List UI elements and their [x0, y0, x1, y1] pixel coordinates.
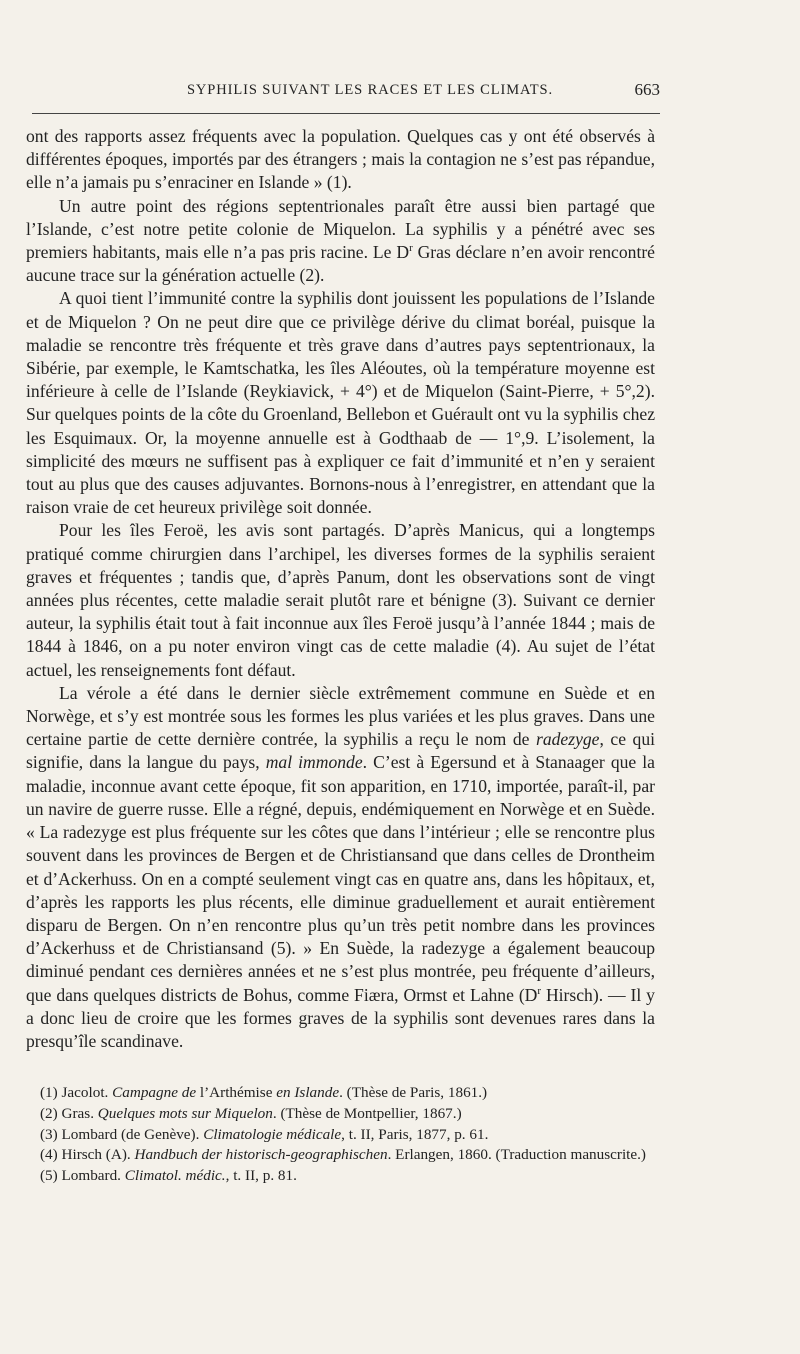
footnote-2-source: . (Thèse de Montpellier, 1867.) — [272, 1104, 462, 1122]
footnote-5-author: Lombard. — [57, 1167, 125, 1185]
footnote-1 — [40, 1083, 655, 1104]
footnote-1-title-b: en Islande — [276, 1084, 340, 1101]
page-number: 663 — [634, 80, 660, 99]
page-header — [60, 82, 660, 104]
footnote-1-author: Jacolot. — [57, 1084, 113, 1101]
paragraph-3 — [26, 287, 655, 519]
footnote-5-source: , t. II, p. 81. — [225, 1167, 297, 1185]
footnote-1-ship: l’Arthémise — [199, 1084, 277, 1101]
footnote-2-number: (2) — [40, 1104, 58, 1122]
paragraph-4 — [26, 519, 655, 681]
footnote-5 — [40, 1166, 655, 1187]
paragraph-5-italic-radezyge: radezyge — [535, 729, 600, 750]
footnote-2 — [40, 1104, 655, 1125]
footnote-4-author: Hirsch (A). — [57, 1146, 135, 1164]
body-text — [26, 125, 655, 1053]
footnote-4-title: Handbuch der historisch-geographischen — [134, 1146, 388, 1164]
footnote-3-number: (3) — [40, 1125, 58, 1143]
footnote-1-number: (1) — [40, 1084, 58, 1101]
footnote-3 — [40, 1125, 655, 1146]
paragraph-5-text-c: . C’est à Egersund et à Stanaager que la maladie, inconnue avant cette époque, fit son apparition, en 1710, importée, paraît-il, par un navire de guerre russe. Elle a régné, depuis, endémiquement en Norwège et en Suède. « La radezyge est plus fréquente sur les côtes que dans l’intérieur ; elle se rencontre plus souvent dans les provinces de Bergen et de Christiansand que dans celles de Drontheim et d’Ackerhuss. On en a compté seulement vingt cas en quatre ans, dans les hôpitaux, et, d’après les rapports les plus récents, elle diminue graduellement et aurait entièrement disparu de Bergen. On n’en rencontre plus qu’un très petit nombre dans les provinces d’Ackerhuss et de Christiansand (5). » En Suède, la radezyge a également beaucoup diminué pendant ces dernières années et ne s’est plus montrée, peu fréquente d’ailleurs, que dans quelques districts de Bohus, comme Fiæra, Ormst et Lahne (D — [26, 752, 655, 1005]
paragraph-2-text-b: Gras déclare n’en avoir rencontré aucune trace sur la génération actuelle (2). — [26, 242, 655, 286]
footnote-1-title: Campagne de — [112, 1084, 200, 1101]
paragraph-2 — [26, 195, 655, 288]
running-title: SYPHILIS SUIVANT LES RACES ET LES CLIMATS. — [186, 82, 554, 98]
footnote-3-author: Lombard (de Genève). — [57, 1125, 204, 1143]
paragraph-3-text: A quoi tient l’immunité contre la syphilis dont jouissent les populations de l’Islande et de Miquelon ? On ne peut dire que ce privilège dérive du climat boréal, puisque la maladie se rencontre très fréquente et très grave dans d’autres pays septentrionaux, la Sibérie, par exemple, le Kamtschatka, les îles Aléoutes, où la température moyenne est inférieure à celle de l’Islande (Reykiavick, + 4°) et de Miquelon (Saint-Pierre, + 5°,2). Sur quelques points de la côte du Groenland, Bellebon et Guérault ont vu la syphilis chez les Esquimaux. Or, la moyenne annuelle est à Godthaab de — 1°,9. L’isolement, la simplicité des mœurs ne suffisent pas à expliquer ce fait d’immunité et n’en y seraient tout au plus que des causes adjuvantes. Bornons-nous à l’enregistrer, en attendant que la raison vraie de cet heureux privilège soit donnée. — [26, 288, 655, 518]
paragraph-1 — [26, 125, 655, 195]
footnote-4 — [40, 1145, 655, 1166]
footnote-2-title: Quelques mots sur Miquelon — [97, 1104, 273, 1122]
footnote-3-source: , t. II, Paris, 1877, p. 61. — [341, 1125, 489, 1143]
paragraph-5 — [26, 682, 655, 1053]
paragraph-5-text-a: La vérole a été dans le dernier siècle extrêmement commune en Suède et en Norwège, et s’y est montrée sous les formes les plus variées et les plus graves. Dans une certaine partie de cette dernière contrée, la syphilis a reçu le nom de — [26, 682, 655, 750]
paragraph-5-sup: r — [537, 984, 542, 997]
paragraph-2-sup: r — [409, 242, 413, 255]
paragraph-5-text-d: Hirsch). — Il y a donc lieu de croire que les formes graves de la syphilis sont devenues rares dans la presqu’île scandinave. — [26, 984, 655, 1051]
footnote-5-title: Climatol. médic. — [124, 1167, 226, 1185]
paragraph-2-text-a: Un autre point des régions septentrionales paraît être aussi bien partagé que l’Islande, c’est notre petite colonie de Miquelon. La syphilis y a pénétré avec ses premiers habitants, mais elle n’a pas pris racine. Le D — [26, 195, 655, 263]
paragraph-4-text: Pour les îles Feroë, les avis sont partagés. D’après Manicus, qui a longtemps pratiqué comme chirurgien dans l’archipel, les diverses formes de la syphilis seraient graves et fréquentes ; tandis que, d’après Panum, dont les observations sont de vingt années plus récentes, cette maladie serait plutôt rare et bénigne (3). Suivant ce dernier auteur, la syphilis était tout à fait inconnue aux îles Feroë jusqu’à l’année 1844 ; mais de 1844 à 1846, on a pu noter environ vingt cas de cette maladie (4). Au sujet de l’état actuel, les renseignements font défaut. — [26, 520, 655, 680]
footnote-4-number: (4) — [40, 1146, 58, 1164]
footnote-1-source: . (Thèse de Paris, 1861.) — [339, 1084, 488, 1101]
paragraph-1-text: ont des rapports assez fréquents avec la population. Quelques cas y ont été observés à différentes époques, importés par des étrangers ; mais la contagion ne s’est pas répandue, elle n’a jamais pu s’enraciner en Islande » (1). — [26, 126, 655, 193]
footnote-4-source: . Erlangen, 1860. (Traduction manuscrite.) — [387, 1146, 646, 1164]
footnotes — [40, 1083, 655, 1187]
footnote-2-author: Gras. — [57, 1104, 98, 1122]
paragraph-5-text-b: , ce qui signifie, dans la langue du pays, — [26, 729, 656, 773]
footnote-3-title: Climatologie médicale — [203, 1125, 342, 1143]
footnote-5-number: (5) — [40, 1167, 58, 1185]
paragraph-5-italic-mal-immonde: mal immonde — [265, 752, 363, 773]
header-rule — [32, 113, 660, 114]
